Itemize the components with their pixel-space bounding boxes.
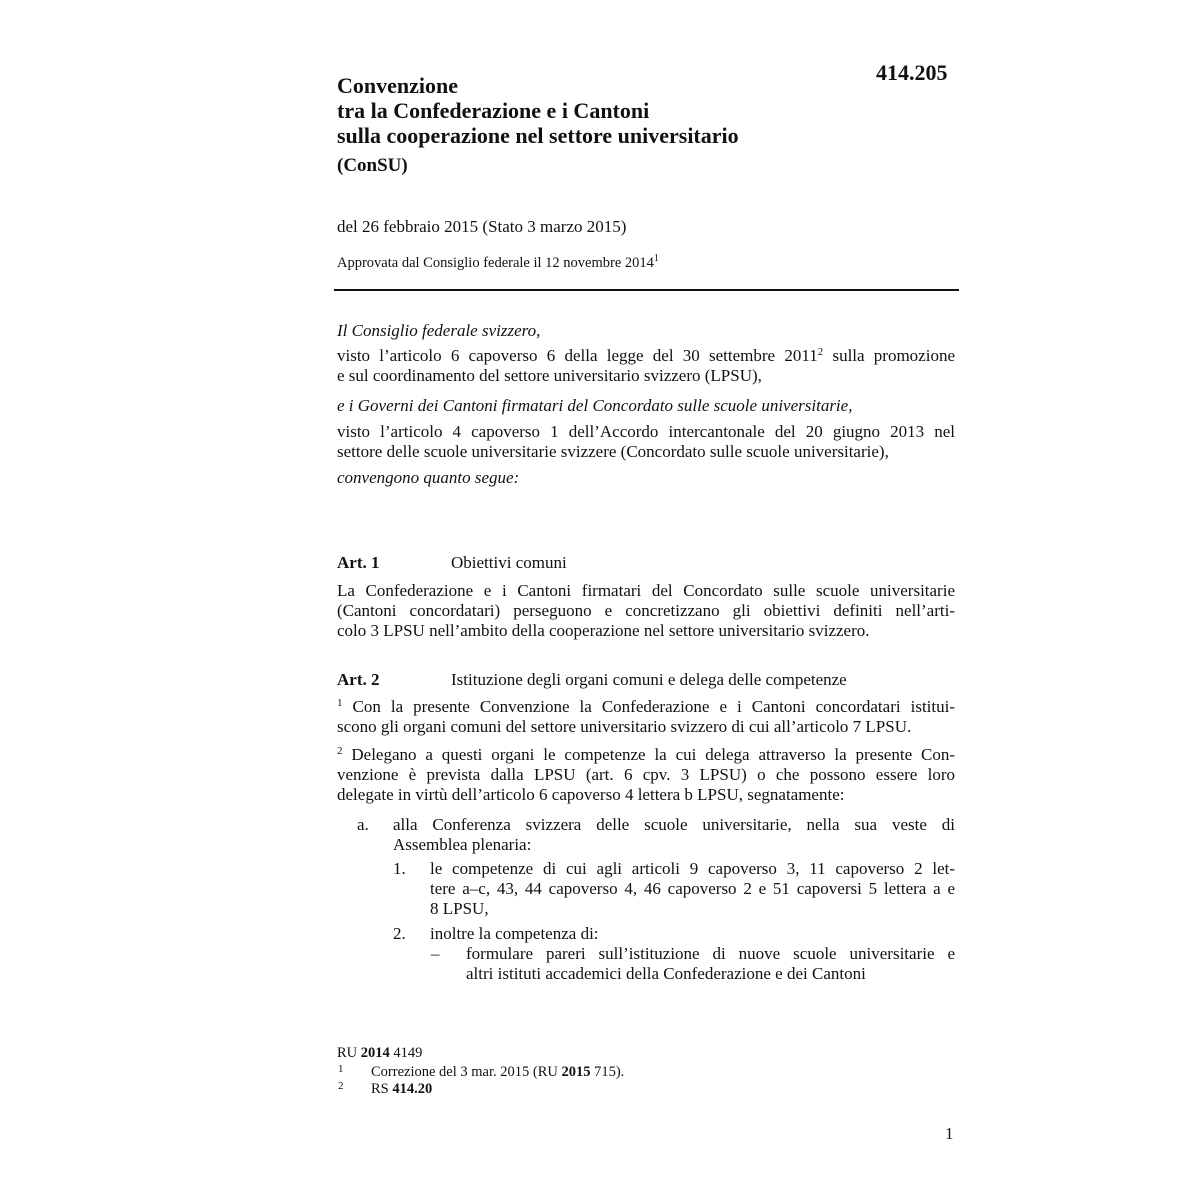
- footnote-1-text: [371, 1064, 624, 1080]
- art1-line-2: (Cantoni concordatari) perseguono e concretizzano gli obiettivi definiti nell’arti-: [337, 601, 955, 620]
- list-marker-1: 1.: [393, 859, 406, 878]
- art2-p2-line-3: delegate in virtù dell’articolo 6 capoverso 4 lettera b LPSU, segnatamente:: [337, 785, 845, 804]
- list-item-dash-line-2: altri istituti accademici della Confederazione e dei Cantoni: [466, 964, 866, 983]
- title-line-3: sulla cooperazione nel settore universitario: [337, 123, 739, 148]
- art1-title: Obiettivi comuni: [451, 553, 567, 572]
- art2-p2-line-1: [337, 745, 955, 765]
- art2-title: Istituzione degli organi comuni e delega delle competenze: [451, 670, 847, 689]
- list-item-2: inoltre la competenza di:: [430, 924, 599, 943]
- preamble-concordat: [337, 422, 955, 462]
- list-marker-2: 2.: [393, 924, 406, 943]
- preamble-concordat-line-2: settore delle scuole universitarie svizzere (Concordato sulle scuole universitarie),: [337, 442, 889, 461]
- preamble-concordat-line-1: visto l’articolo 4 capoverso 1 dell’Accordo intercantonale del 20 giugno 2013 nel: [337, 422, 955, 441]
- footnote-ref-2[interactable]: 2: [817, 346, 824, 358]
- list-marker-dash: –: [431, 944, 440, 963]
- footnote-1-year: 2015: [561, 1064, 591, 1080]
- art2-p2-text: Delegano a questi organi le competenze la cui delega attraverso la presente Con-: [342, 745, 955, 764]
- ru-page: 4149: [389, 1045, 423, 1061]
- preamble-cantonal-governments: e i Governi dei Cantoni firmatari del Concordato sulle scuole universitarie,: [337, 396, 853, 415]
- footnote-2-ref: 414.20: [392, 1081, 433, 1097]
- list-item-dash: [466, 944, 955, 984]
- list-marker-a: a.: [357, 815, 369, 834]
- header-divider: [334, 289, 959, 291]
- art2-p2-line-2: venzione è prevista dalla LPSU (art. 6 cpv. 3 LPSU) o che possono essere loro: [337, 765, 955, 784]
- ru-reference: [337, 1045, 422, 1061]
- footnote-1-text-a: Correzione del 3 mar. 2015 (RU: [371, 1064, 562, 1080]
- preamble-lpsu-text-a: visto l’articolo 6 capoverso 6 della legge del 30 settembre 2011: [337, 346, 818, 365]
- abbreviation: (ConSU): [337, 155, 408, 176]
- art2-p1-number: 1: [337, 697, 343, 709]
- list-item-dash-line-1: formulare pareri sull’istituzione di nuove scuole universitarie e: [466, 944, 955, 963]
- preamble-lpsu: [337, 346, 955, 386]
- art1-line-3: colo 3 LPSU nell’ambito della cooperazione nel settore universitario svizzero.: [337, 621, 870, 640]
- art2-paragraph-1: [337, 697, 955, 737]
- list-item-1-line-2: tere a–c, 43, 44 capoverso 4, 46 capoverso 2 e 51 capoversi 5 lettera a e: [430, 879, 955, 898]
- footnote-2-text: [371, 1081, 432, 1097]
- art1-label: Art. 1: [337, 553, 380, 572]
- ru-prefix: RU: [337, 1045, 361, 1061]
- footnote-1-text-b: 715).: [590, 1064, 625, 1080]
- footnote-1-number: 1: [338, 1063, 344, 1075]
- preamble-lpsu-text-b: sulla promozione: [823, 346, 955, 365]
- document-date: del 26 febbraio 2015 (Stato 3 marzo 2015): [337, 217, 627, 236]
- art1-paragraph: [337, 581, 955, 641]
- art2-label: Art. 2: [337, 670, 380, 689]
- art2-p2-number: 2: [337, 745, 343, 757]
- list-item-1-line-3: 8 LPSU,: [430, 899, 489, 918]
- title-line-2: tra la Confederazione e i Cantoni: [337, 98, 650, 123]
- list-item-a-line-1: alla Conferenza svizzera delle scuole universitarie, nella sua veste di: [393, 815, 955, 834]
- art2-p1-line-2: scono gli organi comuni del settore universitario svizzero di cui all’articolo 7 LPSU.: [337, 717, 912, 736]
- preamble-lpsu-line-1: [337, 346, 955, 366]
- list-item-1-line-1: le competenze di cui agli articoli 9 capoverso 3, 11 capoverso 2 let-: [430, 859, 955, 878]
- document-title: [337, 73, 857, 148]
- preamble-federal-council: Il Consiglio federale svizzero,: [337, 321, 541, 340]
- page-number: 1: [945, 1124, 954, 1143]
- ru-year: 2014: [360, 1045, 390, 1061]
- footnote-2-number: 2: [338, 1080, 344, 1092]
- list-item-a-line-2: Assemblea plenaria:: [393, 835, 532, 854]
- preamble-lpsu-line-2: e sul coordinamento del settore universitario svizzero (LPSU),: [337, 366, 762, 385]
- title-line-1: Convenzione: [337, 73, 458, 98]
- list-item-a: [393, 815, 955, 855]
- footnote-ref-1[interactable]: 1: [653, 253, 659, 264]
- list-item-1: [430, 859, 955, 919]
- footnote-2-prefix: RS: [371, 1081, 393, 1097]
- art2-paragraph-2: [337, 745, 955, 805]
- art2-p1-text: Con la presente Convenzione la Confederazione e i Cantoni concordatari istitui-: [342, 697, 955, 716]
- preamble-agree: convengono quanto segue:: [337, 468, 520, 487]
- sr-number: 414.205: [876, 60, 948, 85]
- art2-p1-line-1: [337, 697, 955, 717]
- art1-line-1: La Confederazione e i Cantoni firmatari del Concordato sulle scuole universitarie: [337, 581, 955, 600]
- approval-note: [337, 253, 659, 272]
- approval-text: Approvata dal Consiglio federale il 12 novembre 2014: [337, 255, 654, 271]
